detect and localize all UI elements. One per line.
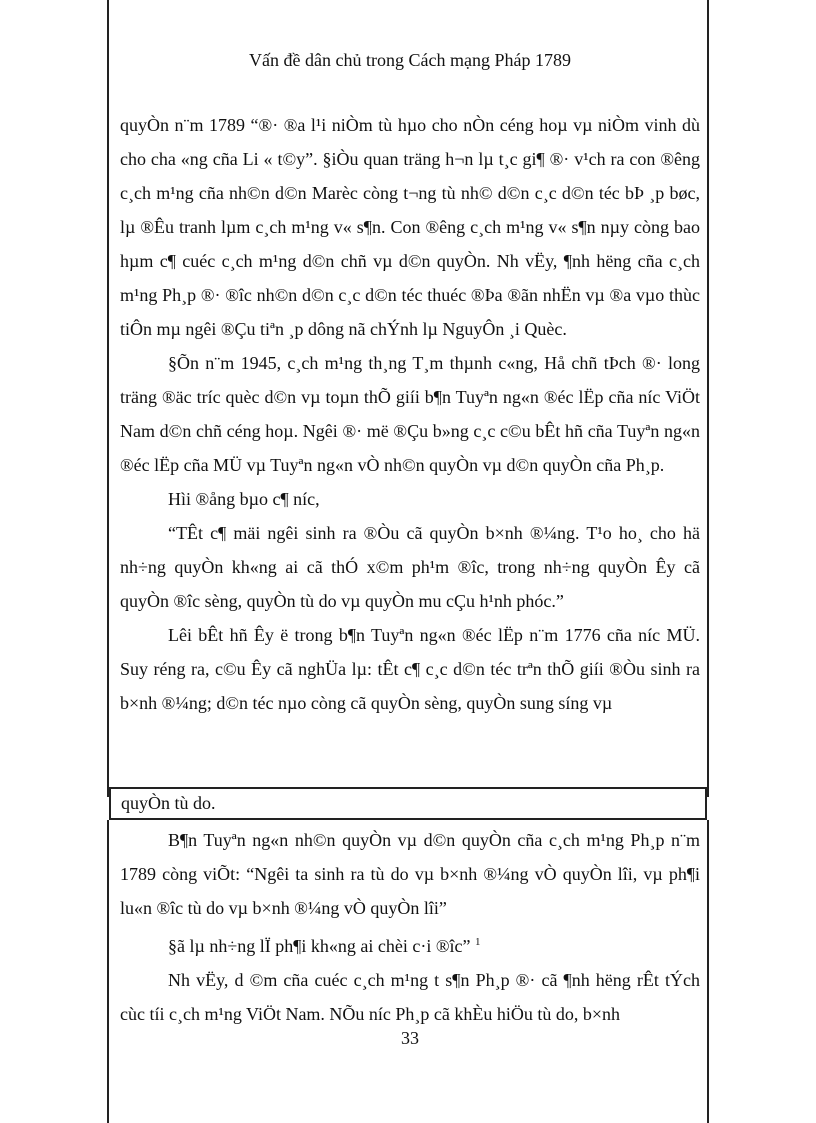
- quote-paragraph: “TÊt c¶ mäi ngêi sinh ra ®Òu cã quyÒn b×nh ®¼ng. T¹o ho¸ cho hä nh÷ng quyÒn kh«ng ai cã thÓ x©m ph¹m ®îc, trong nh÷ng quyÒn Êy cã quyÒn ®îc sèng, quyÒn tù do vµ quyÒn mu cÇu h¹nh phóc.”: [120, 523, 700, 611]
- paragraph: B¶n Tuyªn ng«n nh©n quyÒn vµ d©n quyÒn cña c¸ch m¹ng Ph¸p n¨m 1789 còng viÕt: “Ngêi ta sinh ra tù do vµ b×nh ®¼ng vÒ quyÒn lîi, vµ ph¶i lu«n ®îc tù do vµ b×nh ®¼ng vÒ quyÒn lîi”: [120, 830, 700, 918]
- paragraph: [120, 925, 700, 963]
- upper-body: [120, 108, 700, 720]
- paragraph: §Õn n¨m 1945, c¸ch m¹ng th¸ng T¸m thµnh c«ng, Hå chñ tÞch ®· long träng ®äc tríc quèc d©n vµ toµn thÕ giíi b¶n Tuyªn ng«n ®éc lËp cña níc ViÖt Nam d©n chñ céng hoµ. Ngêi ®· më ®Çu b»ng c¸c c©u bÊt hñ cña Tuyªn ng«n ®éc lËp cña MÜ vµ Tuyªn ng«n vÒ nh©n quyÒn vµ d©n quyÒn cña Ph¸p.: [120, 353, 700, 475]
- paragraph: Hìi ®ång bµo c¶ níc,: [168, 489, 320, 509]
- paragraph: Lêi bÊt hñ Êy ë trong b¶n Tuyªn ng«n ®éc lËp n¨m 1776 cña níc MÜ. Suy réng ra, c©u Êy cã nghÜa lµ: tÊt c¶ c¸c d©n téc trªn thÕ giíi ®Òu sinh ra b×nh ®¼ng; d©n téc nµo còng cã quyÒn sèng, quyÒn sung síng vµ: [120, 625, 700, 713]
- page-break-box: [109, 787, 707, 820]
- page-number: 33: [401, 1028, 419, 1048]
- split-line-text: quyÒn tù do.: [121, 793, 216, 813]
- lower-body: [120, 823, 700, 1031]
- page-header: Vấn đề dân chủ trong Cách mạng Pháp 1789: [249, 50, 571, 70]
- footnote-marker: 1: [475, 936, 481, 948]
- paragraph: quyÒn n¨m 1789 “®· ®a l¹i niÒm tù hµo cho nÒn céng hoµ vµ niÒm vinh dù cho cha «ng cña Li « t©y”. §iÒu quan träng h¬n lµ t¸c gi¶ ®· v¹ch ra con ®êng c¸ch m¹ng cña nh©n d©n Marèc còng t¬ng tù nh© d©n c¸c d©n téc bÞ ¸p bøc, lµ ®Êu tranh lµm c¸ch m¹ng v« s¶n. Con ®êng c¸ch m¹ng v« s¶n nµy còng bao hµm c¶ cuéc c¸ch m¹ng d©n chñ vµ d©n quyÒn. Nh vËy, ¶nh hëng cña c¸ch m¹ng Ph¸p ®· ®îc nh©n d©n c¸c d©n téc thuéc ®Þa ®ãn nhËn vµ ®a vµo thùc tiÔn mµ ngêi ®Çu tiªn ¸p dông nã chÝnh lµ NguyÔn ¸i Quèc.: [120, 115, 700, 339]
- paragraph: Nh vËy, d ©m cña cuéc c¸ch m¹ng t s¶n Ph¸p ®· cã ¶nh hëng rÊt tÝch cùc tíi c¸ch m¹ng ViÖt Nam. NÕu níc Ph¸p cã khÈu hiÖu tù do, b×nh: [120, 970, 700, 1024]
- paragraph-text: §ã lµ nh÷ng lÏ ph¶i kh«ng ai chèi c·i ®îc”: [168, 936, 471, 956]
